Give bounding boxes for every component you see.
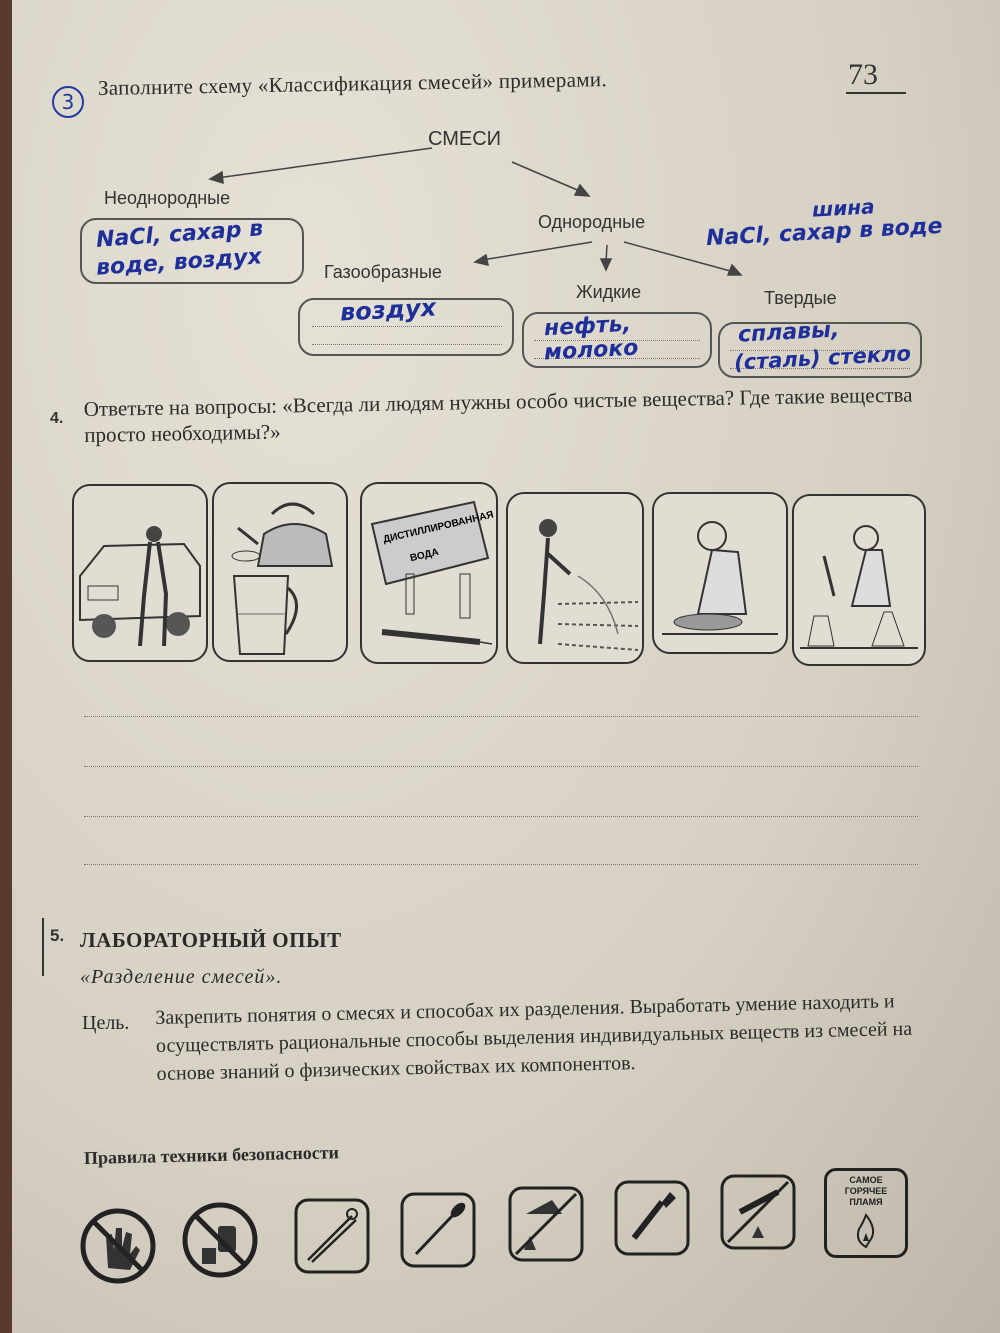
box-label-line1: ДИСТИЛЛИРОВАННАЯ <box>382 509 495 546</box>
ampoule-syringe-icon <box>362 484 496 662</box>
node-heterogeneous: Неоднородные <box>104 188 231 208</box>
node-homogeneous: Однородные <box>538 212 646 232</box>
illustration-car-wash <box>72 484 208 662</box>
handwritten-solid-2: (сталь) стекло <box>733 341 912 375</box>
test-tube-holder-icon <box>612 1178 692 1258</box>
illustration-kettle-filter <box>212 482 348 662</box>
task5-side-bar <box>42 918 44 976</box>
illustration-cook <box>652 492 788 654</box>
illustration-chemist <box>792 494 926 666</box>
safety-rules-title: Правила техники безопасности <box>83 1142 340 1168</box>
answer-dotted-line <box>312 344 502 345</box>
task3-instruction: Заполните схему «Классификация смесей» примерами. <box>97 67 608 100</box>
no-tasting-icon <box>180 1200 260 1280</box>
node-mixtures: СМЕСИ <box>428 128 502 150</box>
flame-icon <box>847 1211 885 1251</box>
spatula-icon <box>398 1190 478 1270</box>
handwritten-homogeneous-top: шина <box>811 194 876 222</box>
handwritten-heterogeneous-1: NaCl, сахар в <box>95 216 264 253</box>
goal-label: Цель. <box>82 1012 130 1034</box>
kettle-icon <box>214 484 346 660</box>
car-icon <box>74 486 206 660</box>
page-number: 73 <box>848 58 878 91</box>
answer-line <box>84 716 918 717</box>
task4-number: 4. <box>50 410 64 427</box>
flame-sign-line: САМОЕ <box>849 1175 883 1185</box>
task5-title: ЛАБОРАТОРНЫЙ ОПЫТ <box>80 928 342 952</box>
chemist-icon <box>794 496 924 664</box>
node-gaseous: Газообразные <box>324 262 442 282</box>
answer-line <box>84 864 918 865</box>
task5-number: 5. <box>50 926 65 945</box>
node-liquid: Жидкие <box>576 282 642 302</box>
illustration-irrigation <box>506 492 644 664</box>
answer-line <box>84 766 918 767</box>
handwritten-solid-1: сплавы, <box>737 317 840 348</box>
flame-sign-line: ПЛАМЯ <box>849 1197 883 1207</box>
hottest-flame-sign <box>824 1168 908 1258</box>
no-direct-flame-icon <box>718 1172 798 1252</box>
flame-sign-line: ГОРЯЧЕЕ <box>844 1186 888 1196</box>
flame-sign-text <box>827 1175 905 1208</box>
handwritten-liquid-2: молоко <box>543 335 639 366</box>
task4-question: Ответьте на вопросы: «Всегда ли людям нужны особо чистые вещества? Где такие вещества просто необходимы?» <box>83 382 913 447</box>
task5-subtitle: «Разделение смесей». <box>80 966 283 988</box>
box-label-line2: ВОДА <box>409 546 440 565</box>
workbook-page <box>12 0 1000 1333</box>
crucible-tongs-icon <box>292 1196 372 1276</box>
goal-text: Закрепить понятия о смесях и способах их разделения. Выработать умение находить и осуществлять рациональные способы выделения индивидуальных веществ из смесей на основе знаний о физических свойствах их компонентов. <box>155 990 913 1085</box>
handwritten-heterogeneous-2: воде, воздух <box>95 244 263 281</box>
cook-icon <box>654 494 786 652</box>
no-touching-icon <box>78 1206 158 1286</box>
illustration-distilled-water <box>360 482 498 664</box>
handwritten-gaseous: воздух <box>339 293 437 327</box>
task3-circled-number: 3 <box>52 86 84 118</box>
no-heating-near-icon <box>506 1184 586 1264</box>
handwritten-liquid-1: нефть, <box>543 311 632 342</box>
farmer-icon <box>508 494 642 662</box>
node-solid: Твердые <box>764 288 837 308</box>
handwritten-homogeneous: NaCl, сахар в воде <box>705 213 944 252</box>
answer-line <box>84 816 918 817</box>
